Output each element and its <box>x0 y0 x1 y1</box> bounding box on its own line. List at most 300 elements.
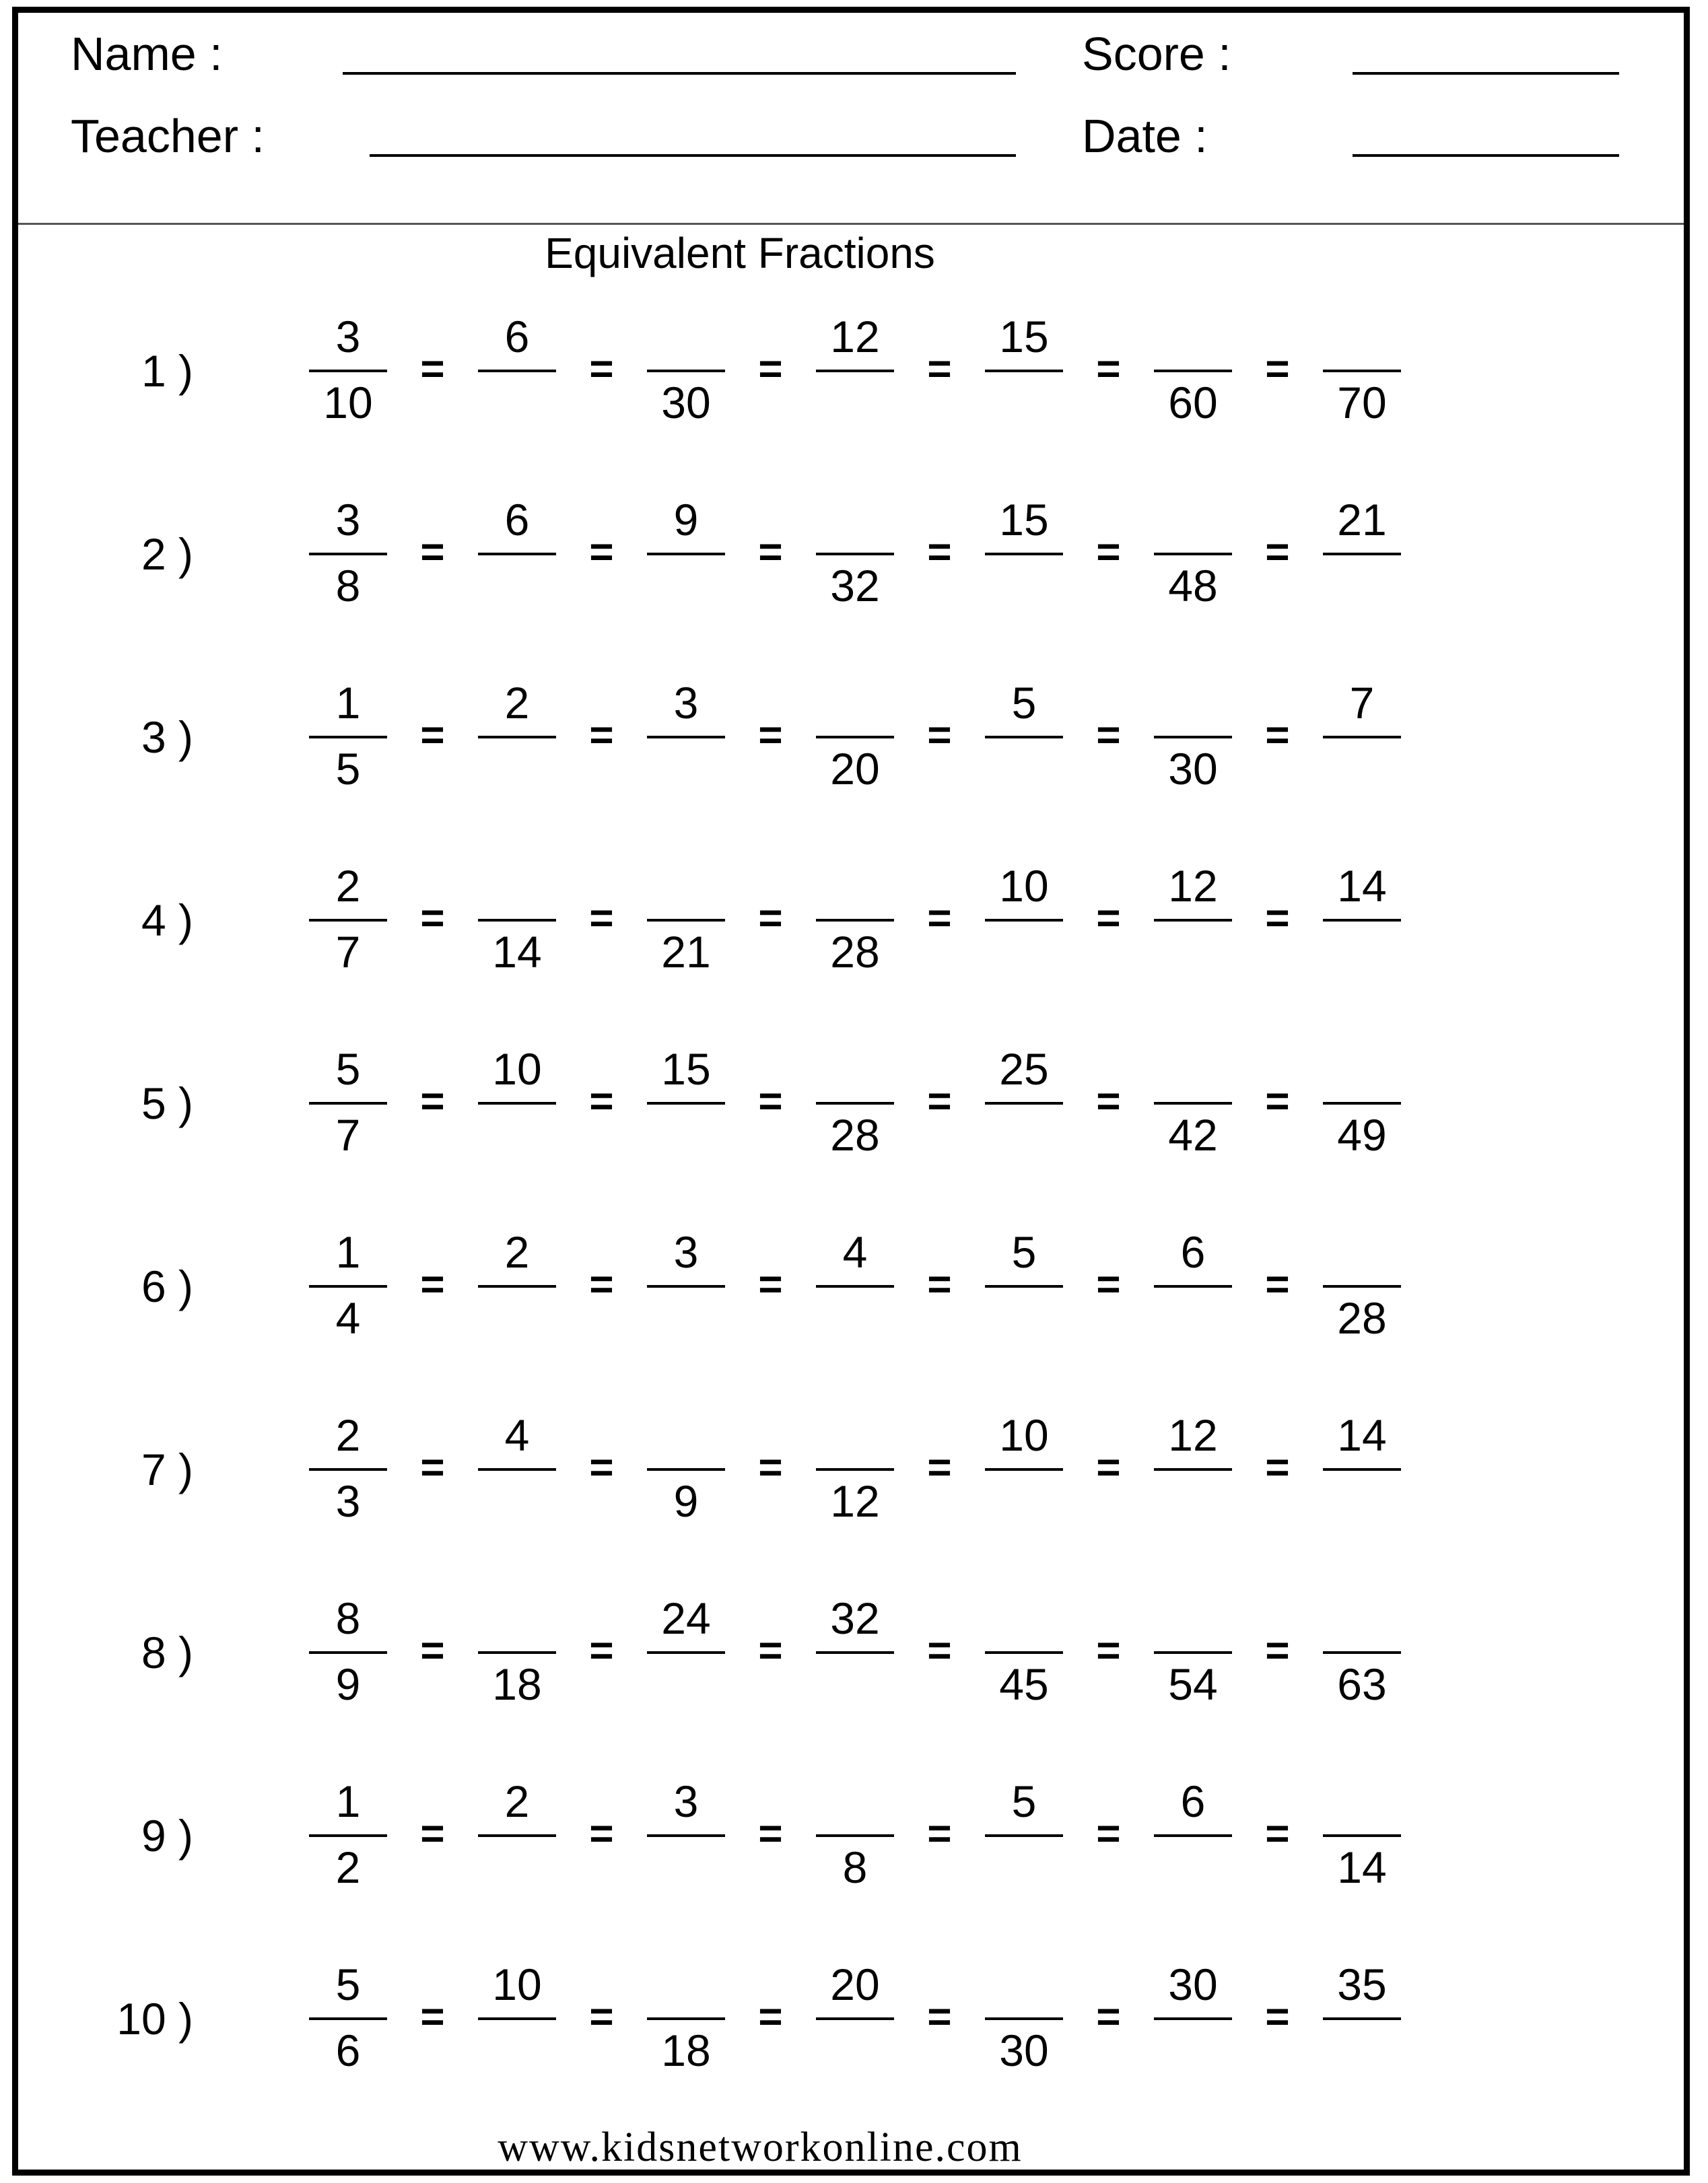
fraction-bar <box>478 1285 556 1288</box>
denominator[interactable] <box>478 2028 556 2073</box>
denominator[interactable] <box>1323 747 1401 791</box>
equals-sign: = <box>927 1261 952 1308</box>
fraction-bar <box>985 919 1063 922</box>
equals-sign: = <box>420 895 445 942</box>
fraction-bar <box>816 919 894 922</box>
header-divider <box>18 223 1684 225</box>
fraction <box>478 1960 556 2094</box>
numerator[interactable] <box>816 1413 894 1457</box>
denominator[interactable] <box>1154 1845 1232 1890</box>
numerator: 32 <box>830 1593 880 1643</box>
fraction-bar <box>985 1102 1063 1105</box>
equals-sign: = <box>758 529 783 576</box>
denominator[interactable] <box>1154 2028 1232 2073</box>
denominator[interactable] <box>478 1113 556 1157</box>
denominator[interactable] <box>1154 1296 1232 1340</box>
numerator[interactable] <box>1323 1779 1401 1824</box>
name-blank <box>343 72 1016 75</box>
fraction-bar <box>985 1285 1063 1288</box>
numerator[interactable] <box>1154 1596 1232 1640</box>
fraction-bar <box>1323 736 1401 738</box>
numerator[interactable] <box>647 1413 725 1457</box>
numerator[interactable] <box>985 1962 1063 2007</box>
equals-sign: = <box>420 1628 445 1674</box>
denominator: 14 <box>1337 1842 1387 1892</box>
fraction-bar <box>1323 1468 1401 1471</box>
numerator[interactable] <box>1323 1047 1401 1091</box>
numerator[interactable] <box>816 1779 894 1824</box>
equals-sign: = <box>1265 1628 1290 1674</box>
fraction <box>985 1960 1063 2094</box>
fraction-bar <box>1323 2017 1401 2020</box>
denominator[interactable] <box>1323 1479 1401 1523</box>
fraction <box>647 1776 725 1911</box>
denominator[interactable] <box>478 747 556 791</box>
equals-sign: = <box>1096 1628 1121 1674</box>
numerator: 15 <box>661 1044 711 1094</box>
problem-number: 1 ) <box>141 346 193 396</box>
numerator[interactable] <box>647 1962 725 2007</box>
fraction <box>1323 861 1401 996</box>
fraction-bar <box>647 2017 725 2020</box>
denominator: 30 <box>999 2025 1049 2075</box>
equals-sign: = <box>1096 529 1121 576</box>
denominator: 5 <box>335 744 361 794</box>
fraction <box>1323 1960 1401 2094</box>
fraction <box>1154 1960 1232 2094</box>
fraction <box>647 495 725 629</box>
denominator: 28 <box>1337 1293 1387 1343</box>
fraction-bar <box>1154 1834 1232 1837</box>
denominator: 3 <box>335 1476 361 1526</box>
denominator[interactable] <box>816 380 894 425</box>
denominator: 7 <box>335 927 361 977</box>
teacher-label: Teacher : <box>71 110 265 162</box>
denominator: 32 <box>830 561 880 611</box>
numerator: 2 <box>504 1227 530 1277</box>
fraction-bar <box>816 1651 894 1654</box>
fraction-bar <box>478 736 556 738</box>
denominator[interactable] <box>647 1845 725 1890</box>
numerator: 2 <box>504 1776 530 1826</box>
fraction <box>1154 312 1232 446</box>
fraction <box>1154 1593 1232 1728</box>
fraction-bar <box>647 919 725 922</box>
fraction-bar <box>647 1834 725 1837</box>
fraction <box>1154 495 1232 629</box>
fraction-bar <box>985 370 1063 372</box>
equals-sign: = <box>420 1445 445 1491</box>
denominator[interactable] <box>985 380 1063 425</box>
equals-sign: = <box>1096 346 1121 392</box>
fraction-bar <box>478 1834 556 1837</box>
denominator: 12 <box>830 1476 880 1526</box>
denominator: 9 <box>673 1476 699 1526</box>
numerator: 3 <box>673 1227 699 1277</box>
fraction-bar <box>647 1468 725 1471</box>
denominator[interactable] <box>1323 930 1401 974</box>
fraction-bar <box>1323 1834 1401 1837</box>
equals-sign: = <box>589 346 614 392</box>
numerator[interactable] <box>1154 681 1232 725</box>
fraction <box>647 1593 725 1728</box>
numerator[interactable] <box>816 864 894 908</box>
numerator: 10 <box>999 1410 1049 1460</box>
numerator[interactable] <box>647 864 725 908</box>
denominator: 54 <box>1168 1659 1218 1709</box>
teacher-blank <box>370 154 1016 157</box>
fraction <box>816 495 894 629</box>
fraction-bar <box>478 1102 556 1105</box>
equals-sign: = <box>589 1261 614 1308</box>
fraction <box>1323 312 1401 446</box>
numerator: 3 <box>335 495 361 545</box>
numerator: 14 <box>1337 1410 1387 1460</box>
fraction <box>1154 678 1232 812</box>
denominator: 28 <box>830 1110 880 1160</box>
problem-row <box>18 1593 1684 1728</box>
fraction-bar <box>985 1468 1063 1471</box>
numerator: 10 <box>492 1044 542 1094</box>
denominator[interactable] <box>985 1296 1063 1340</box>
equals-sign: = <box>1096 1994 1121 2040</box>
denominator[interactable] <box>985 747 1063 791</box>
fraction <box>309 312 387 446</box>
numerator: 6 <box>504 495 530 545</box>
denominator: 6 <box>335 2025 361 2075</box>
footer-url: www.kidsnetworkonline.com <box>498 2124 1023 2170</box>
denominator[interactable] <box>647 563 725 608</box>
equals-sign: = <box>420 712 445 759</box>
equals-sign: = <box>1096 712 1121 759</box>
numerator: 30 <box>1168 1960 1218 2009</box>
fraction-bar <box>309 736 387 738</box>
equals-sign: = <box>1265 1811 1290 1857</box>
equals-sign: = <box>420 1261 445 1308</box>
fraction-bar <box>816 736 894 738</box>
denominator: 70 <box>1337 378 1387 427</box>
equals-sign: = <box>1265 1445 1290 1491</box>
fraction <box>647 678 725 812</box>
fraction-bar <box>309 1834 387 1837</box>
fraction <box>985 312 1063 446</box>
fraction <box>985 495 1063 629</box>
numerator: 35 <box>1337 1960 1387 2009</box>
equals-sign: = <box>927 712 952 759</box>
equals-sign: = <box>927 346 952 392</box>
problem-row <box>18 312 1684 446</box>
denominator[interactable] <box>985 1845 1063 1890</box>
denominator[interactable] <box>1323 563 1401 608</box>
problem-number: 10 ) <box>116 1994 193 2044</box>
problem-row <box>18 861 1684 996</box>
denominator: 30 <box>1168 744 1218 794</box>
fraction-bar <box>1323 919 1401 922</box>
equals-sign: = <box>420 1078 445 1125</box>
fraction-bar <box>816 1102 894 1105</box>
problem-row <box>18 1960 1684 2094</box>
equals-sign: = <box>1265 1261 1290 1308</box>
fraction <box>478 312 556 446</box>
fraction-bar <box>309 1285 387 1288</box>
fraction-bar <box>309 370 387 372</box>
equals-sign: = <box>589 529 614 576</box>
fraction-bar <box>478 1468 556 1471</box>
denominator[interactable] <box>647 1296 725 1340</box>
fraction-bar <box>647 1102 725 1105</box>
numerator[interactable] <box>478 1596 556 1640</box>
fraction-bar <box>647 370 725 372</box>
problem-number: 2 ) <box>141 529 193 579</box>
denominator[interactable] <box>985 563 1063 608</box>
denominator[interactable] <box>816 2028 894 2073</box>
denominator: 7 <box>335 1110 361 1160</box>
fraction <box>478 678 556 812</box>
denominator[interactable] <box>816 1296 894 1340</box>
fraction <box>309 1044 387 1179</box>
numerator: 14 <box>1337 861 1387 911</box>
fraction <box>1323 1410 1401 1545</box>
denominator[interactable] <box>816 1662 894 1706</box>
numerator: 2 <box>504 678 530 728</box>
denominator[interactable] <box>478 380 556 425</box>
fraction <box>816 1044 894 1179</box>
equals-sign: = <box>589 1078 614 1125</box>
equals-sign: = <box>589 1994 614 2040</box>
fraction <box>309 495 387 629</box>
date-blank <box>1353 154 1619 157</box>
denominator[interactable] <box>478 1479 556 1523</box>
equals-sign: = <box>1265 712 1290 759</box>
fraction <box>1154 1044 1232 1179</box>
fraction-bar <box>647 553 725 555</box>
fraction <box>985 678 1063 812</box>
numerator: 12 <box>830 312 880 361</box>
fraction <box>985 1410 1063 1545</box>
equals-sign: = <box>927 895 952 942</box>
fraction-bar <box>816 1834 894 1837</box>
fraction <box>1323 1044 1401 1179</box>
problem-number: 3 ) <box>141 712 193 762</box>
fraction-bar <box>816 1285 894 1288</box>
fraction-bar <box>1154 2017 1232 2020</box>
denominator: 49 <box>1337 1110 1387 1160</box>
denominator[interactable] <box>478 1296 556 1340</box>
denominator[interactable] <box>647 747 725 791</box>
fraction-bar <box>1323 370 1401 372</box>
denominator[interactable] <box>1323 2028 1401 2073</box>
equals-sign: = <box>927 1994 952 2040</box>
numerator[interactable] <box>1154 1047 1232 1091</box>
numerator: 8 <box>335 1593 361 1643</box>
numerator: 1 <box>335 1227 361 1277</box>
fraction-bar <box>1323 553 1401 555</box>
numerator[interactable] <box>1154 314 1232 359</box>
numerator: 4 <box>842 1227 868 1277</box>
fraction-bar <box>478 370 556 372</box>
fraction-bar <box>478 919 556 922</box>
fraction-bar <box>985 736 1063 738</box>
problem-number: 5 ) <box>141 1078 193 1128</box>
numerator: 20 <box>830 1960 880 2009</box>
numerator[interactable] <box>816 497 894 542</box>
denominator: 4 <box>335 1293 361 1343</box>
numerator[interactable] <box>1154 497 1232 542</box>
numerator: 15 <box>999 495 1049 545</box>
fraction-bar <box>478 1651 556 1654</box>
denominator: 21 <box>661 927 711 977</box>
fraction-bar <box>816 1468 894 1471</box>
numerator: 24 <box>661 1593 711 1643</box>
equals-sign: = <box>1265 895 1290 942</box>
fraction <box>478 861 556 996</box>
problem-number: 7 ) <box>141 1445 193 1494</box>
equals-sign: = <box>758 1994 783 2040</box>
denominator: 30 <box>661 378 711 427</box>
name-label: Name : <box>71 28 223 80</box>
fraction <box>1154 1776 1232 1911</box>
denominator: 45 <box>999 1659 1049 1709</box>
fraction <box>816 1410 894 1545</box>
denominator[interactable] <box>1154 1479 1232 1523</box>
numerator[interactable] <box>647 314 725 359</box>
denominator: 2 <box>335 1842 361 1892</box>
equals-sign: = <box>1265 529 1290 576</box>
fraction-bar <box>816 370 894 372</box>
equals-sign: = <box>589 712 614 759</box>
denominator: 18 <box>661 2025 711 2075</box>
fraction <box>647 861 725 996</box>
numerator: 5 <box>1011 678 1037 728</box>
fraction <box>1323 1227 1401 1362</box>
equals-sign: = <box>1096 895 1121 942</box>
fraction <box>985 1227 1063 1362</box>
denominator[interactable] <box>985 1479 1063 1523</box>
fraction-bar <box>647 736 725 738</box>
fraction-bar <box>647 1285 725 1288</box>
equals-sign: = <box>420 529 445 576</box>
fraction-bar <box>1154 1468 1232 1471</box>
fraction-bar <box>478 2017 556 2020</box>
fraction <box>309 1410 387 1545</box>
numerator[interactable] <box>816 681 894 725</box>
fraction-bar <box>985 1651 1063 1654</box>
equals-sign: = <box>1265 1994 1290 2040</box>
equals-sign: = <box>589 1628 614 1674</box>
worksheet-title: Equivalent Fractions <box>545 229 935 277</box>
denominator[interactable] <box>985 1113 1063 1157</box>
numerator: 21 <box>1337 495 1387 545</box>
denominator: 63 <box>1337 1659 1387 1709</box>
numerator[interactable] <box>985 1596 1063 1640</box>
numerator: 10 <box>492 1960 542 2009</box>
numerator[interactable] <box>1323 314 1401 359</box>
denominator: 48 <box>1168 561 1218 611</box>
fraction-bar <box>1154 1102 1232 1105</box>
fraction <box>309 678 387 812</box>
fraction <box>309 1593 387 1728</box>
fraction-bar <box>1154 1285 1232 1288</box>
denominator[interactable] <box>1154 930 1232 974</box>
fraction <box>816 1776 894 1911</box>
equals-sign: = <box>1096 1261 1121 1308</box>
score-blank <box>1353 72 1619 75</box>
equals-sign: = <box>420 346 445 392</box>
problem-row <box>18 678 1684 812</box>
fraction <box>985 861 1063 996</box>
equals-sign: = <box>758 1628 783 1674</box>
fraction-bar <box>985 1834 1063 1837</box>
equals-sign: = <box>927 1445 952 1491</box>
denominator: 18 <box>492 1659 542 1709</box>
fraction-bar <box>309 919 387 922</box>
score-label: Score : <box>1082 28 1231 80</box>
denominator: 10 <box>323 378 373 427</box>
numerator[interactable] <box>478 864 556 908</box>
numerator: 2 <box>335 861 361 911</box>
problem-row <box>18 495 1684 629</box>
fraction <box>1323 1593 1401 1728</box>
numerator: 5 <box>1011 1776 1037 1826</box>
problem-row <box>18 1227 1684 1362</box>
fraction-bar <box>1154 370 1232 372</box>
fraction-bar <box>309 1651 387 1654</box>
fraction-bar <box>816 2017 894 2020</box>
fraction-bar <box>309 553 387 555</box>
fraction-bar <box>816 553 894 555</box>
denominator: 28 <box>830 927 880 977</box>
denominator[interactable] <box>647 1113 725 1157</box>
problem-number: 9 ) <box>141 1811 193 1861</box>
fraction <box>478 1227 556 1362</box>
numerator[interactable] <box>816 1047 894 1091</box>
denominator: 8 <box>335 561 361 611</box>
fraction <box>985 1044 1063 1179</box>
fraction <box>478 1776 556 1911</box>
fraction-bar <box>1154 553 1232 555</box>
denominator[interactable] <box>985 930 1063 974</box>
fraction <box>985 1776 1063 1911</box>
denominator: 14 <box>492 927 542 977</box>
fraction <box>647 1227 725 1362</box>
fraction-bar <box>309 1468 387 1471</box>
numerator: 12 <box>1168 1410 1218 1460</box>
fraction <box>816 1227 894 1362</box>
denominator[interactable] <box>478 1845 556 1890</box>
equals-sign: = <box>758 895 783 942</box>
equals-sign: = <box>758 1078 783 1125</box>
numerator[interactable] <box>1323 1230 1401 1274</box>
denominator: 60 <box>1168 378 1218 427</box>
fraction <box>647 1044 725 1179</box>
numerator: 5 <box>335 1960 361 2009</box>
fraction-bar <box>1323 1285 1401 1288</box>
denominator: 9 <box>335 1659 361 1709</box>
numerator[interactable] <box>1323 1596 1401 1640</box>
equals-sign: = <box>927 1078 952 1125</box>
fraction <box>1154 1410 1232 1545</box>
fraction-bar <box>985 553 1063 555</box>
problem-row <box>18 1044 1684 1179</box>
fraction <box>816 1960 894 2094</box>
numerator: 3 <box>335 312 361 361</box>
denominator: 8 <box>842 1842 868 1892</box>
denominator[interactable] <box>478 563 556 608</box>
denominator[interactable] <box>647 1662 725 1706</box>
fraction <box>1154 1227 1232 1362</box>
equals-sign: = <box>1096 1811 1121 1857</box>
numerator: 25 <box>999 1044 1049 1094</box>
